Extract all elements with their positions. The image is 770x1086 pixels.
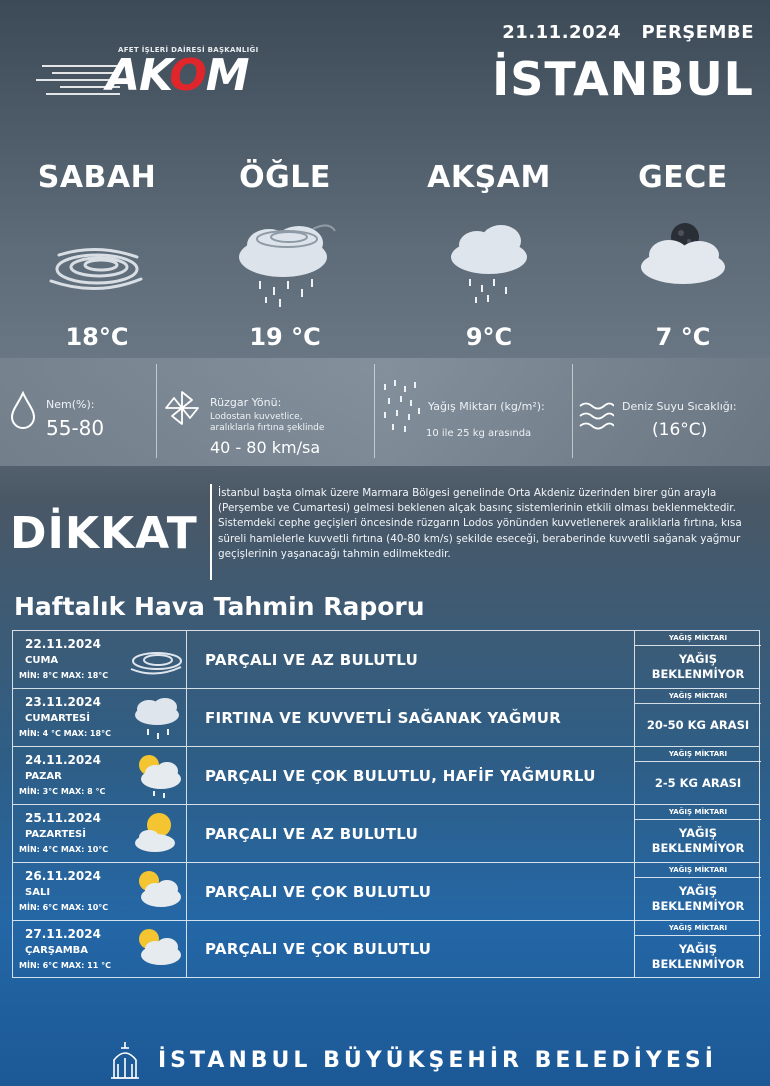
rain-cell bbox=[635, 863, 761, 920]
day-name: CUMARTESİ bbox=[25, 713, 90, 724]
day-date: 24.11.2024 bbox=[25, 753, 101, 767]
day-minmax: MİN: 6°C MAX: 11 °C bbox=[19, 961, 111, 970]
wind-desc-1: Lodostan kuvvetlice, bbox=[210, 412, 303, 422]
sea-temp-value: (16°C) bbox=[652, 420, 708, 440]
rain-header: YAĞIŞ MİKTARI bbox=[635, 863, 761, 878]
day-minmax: MİN: 3°C MAX: 8 °C bbox=[19, 787, 106, 796]
day-name: SALI bbox=[25, 887, 51, 898]
period-label: SABAH bbox=[37, 160, 157, 195]
day-description: PARÇALI VE ÇOK BULUTLU, HAFİF YAĞMURLU bbox=[187, 747, 635, 804]
rain-cell bbox=[635, 921, 761, 977]
day-minmax: MİN: 4°C MAX: 10°C bbox=[19, 845, 109, 854]
rain-amount: YAĞIŞ BEKLENMİYOR bbox=[651, 652, 745, 681]
table-row bbox=[12, 630, 760, 688]
period-label: GECE bbox=[638, 160, 728, 195]
droplet-icon bbox=[8, 390, 38, 430]
day-cell bbox=[13, 805, 187, 862]
waves-icon bbox=[578, 398, 614, 434]
rain-amount: YAĞIŞ BEKLENMİYOR bbox=[651, 942, 745, 971]
day-cell bbox=[13, 689, 187, 746]
rain-amount: 2-5 KG ARASI bbox=[654, 775, 742, 790]
day-minmax: MİN: 8°C MAX: 18°C bbox=[19, 671, 109, 680]
sun-cloud-icon bbox=[125, 925, 185, 975]
rain-drops-icon bbox=[380, 378, 424, 438]
rain-value: 10 ile 25 kg arasında bbox=[426, 428, 532, 439]
day-name: PAZAR bbox=[25, 771, 62, 782]
weekly-table bbox=[12, 630, 760, 978]
rain-amount: 20-50 KG ARASI bbox=[646, 717, 750, 732]
stat-divider bbox=[156, 364, 157, 458]
day-cell bbox=[13, 631, 187, 688]
warning-title: DİKKAT bbox=[10, 508, 198, 559]
table-row bbox=[12, 920, 760, 978]
day-cell bbox=[13, 921, 187, 977]
ibb-logo-icon bbox=[108, 1040, 142, 1080]
period-aksam bbox=[404, 160, 574, 351]
day-minmax: MİN: 6°C MAX: 10°C bbox=[19, 903, 109, 912]
city-title: İSTANBUL bbox=[492, 52, 754, 106]
day-minmax: MİN: 4 °C MAX: 18°C bbox=[19, 729, 111, 738]
day-description: PARÇALI VE AZ BULUTLU bbox=[187, 631, 635, 688]
rain-header: YAĞIŞ MİKTARI bbox=[635, 689, 761, 704]
period-sabah bbox=[12, 160, 182, 351]
rain-cell bbox=[635, 747, 761, 804]
period-temp: 19 °C bbox=[249, 323, 321, 351]
day-cell bbox=[13, 747, 187, 804]
weekday: PERŞEMBE bbox=[641, 22, 754, 43]
humidity-value: 55-80 bbox=[46, 416, 105, 440]
rain-header: YAĞIŞ MİKTARI bbox=[635, 805, 761, 820]
stat-divider bbox=[374, 364, 375, 458]
table-row bbox=[12, 688, 760, 746]
wind-icon bbox=[125, 635, 185, 685]
rain-cell bbox=[635, 631, 761, 688]
day-name: CUMA bbox=[25, 655, 59, 666]
rain-header: YAĞIŞ MİKTARI bbox=[635, 921, 761, 936]
footer-org-name: İSTANBUL BÜYÜKŞEHİR BELEDİYESİ bbox=[158, 1048, 717, 1073]
sun-cloud-icon bbox=[125, 867, 185, 917]
rain-header: YAĞIŞ MİKTARI bbox=[635, 631, 761, 646]
warning-divider bbox=[210, 484, 212, 580]
wind-icon bbox=[37, 199, 157, 309]
period-gece bbox=[598, 160, 768, 351]
table-row bbox=[12, 804, 760, 862]
weekly-title: Haftalık Hava Tahmin Raporu bbox=[14, 592, 425, 621]
storm-rain-icon bbox=[225, 199, 345, 309]
sun-cloud-rain-icon bbox=[125, 751, 185, 801]
wind-value: 40 - 80 km/sa bbox=[210, 438, 321, 457]
akom-logo: AKOM bbox=[106, 50, 249, 101]
sea-temp-label: Deniz Suyu Sıcaklığı: bbox=[622, 400, 737, 413]
period-temp: 7 °C bbox=[655, 323, 711, 351]
rain-amount: YAĞIŞ BEKLENMİYOR bbox=[651, 826, 745, 855]
day-description: PARÇALI VE ÇOK BULUTLU bbox=[187, 921, 635, 977]
day-description: PARÇALI VE AZ BULUTLU bbox=[187, 805, 635, 862]
day-name: ÇARŞAMBA bbox=[25, 945, 89, 956]
rain-amount: YAĞIŞ BEKLENMİYOR bbox=[651, 884, 745, 913]
day-date: 23.11.2024 bbox=[25, 695, 101, 709]
day-date: 22.11.2024 bbox=[25, 637, 101, 651]
rain-cell bbox=[635, 689, 761, 746]
sun-cloud-icon bbox=[125, 809, 185, 859]
wind-label: Rüzgar Yönü: bbox=[210, 396, 282, 409]
day-name: PAZARTESİ bbox=[25, 829, 86, 840]
day-description: PARÇALI VE ÇOK BULUTLU bbox=[187, 863, 635, 920]
warning-text: İstanbul başta olmak üzere Marmara Bölgesi genelinde Orta Akdeniz üzerinden birer gün arayla (Perşembe ve Cumartesi) gelmesi beklenen alçak basınç sistemlerinin etkili olması beklenmektedir. Sistemdeki cephe geçişleri öncesinde rüzgarın Lodos yönünden kuvvetlenerek aralıklarla fırtına, kısa süreli hamlelerle kuvvetli fırtına (40-80 km/s) şekilde eseceği, beraberinde kuvvetli sağanak yağmur geçişlerinin yaşanacağı tahmin edilmektedir. bbox=[218, 487, 742, 560]
period-label: AKŞAM bbox=[427, 160, 551, 195]
period-ogle bbox=[200, 160, 370, 351]
rain-label: Yağış Miktarı (kg/m²): bbox=[428, 400, 545, 413]
storm-rain-icon bbox=[125, 693, 185, 743]
wind-desc-2: aralıklarla fırtına şeklinde bbox=[210, 423, 325, 433]
date-line bbox=[502, 22, 754, 43]
day-cell bbox=[13, 863, 187, 920]
pinwheel-icon bbox=[162, 388, 202, 428]
date: 21.11.2024 bbox=[502, 22, 622, 43]
rain-cloud-icon bbox=[429, 199, 549, 309]
stat-divider bbox=[572, 364, 573, 458]
table-row bbox=[12, 746, 760, 804]
humidity-label: Nem(%): bbox=[46, 398, 95, 411]
table-row bbox=[12, 862, 760, 920]
period-label: ÖĞLE bbox=[239, 160, 331, 195]
day-date: 26.11.2024 bbox=[25, 869, 101, 883]
moon-cloud-icon bbox=[623, 199, 743, 309]
logo-subtitle: AFET İŞLERİ DAİRESİ BAŞKANLIĞI bbox=[118, 46, 259, 54]
day-date: 25.11.2024 bbox=[25, 811, 101, 825]
day-description: FIRTINA VE KUVVETLİ SAĞANAK YAĞMUR bbox=[187, 689, 635, 746]
rain-header: YAĞIŞ MİKTARI bbox=[635, 747, 761, 762]
day-date: 27.11.2024 bbox=[25, 927, 101, 941]
period-temp: 9°C bbox=[465, 323, 513, 351]
period-temp: 18°C bbox=[65, 323, 129, 351]
rain-cell bbox=[635, 805, 761, 862]
